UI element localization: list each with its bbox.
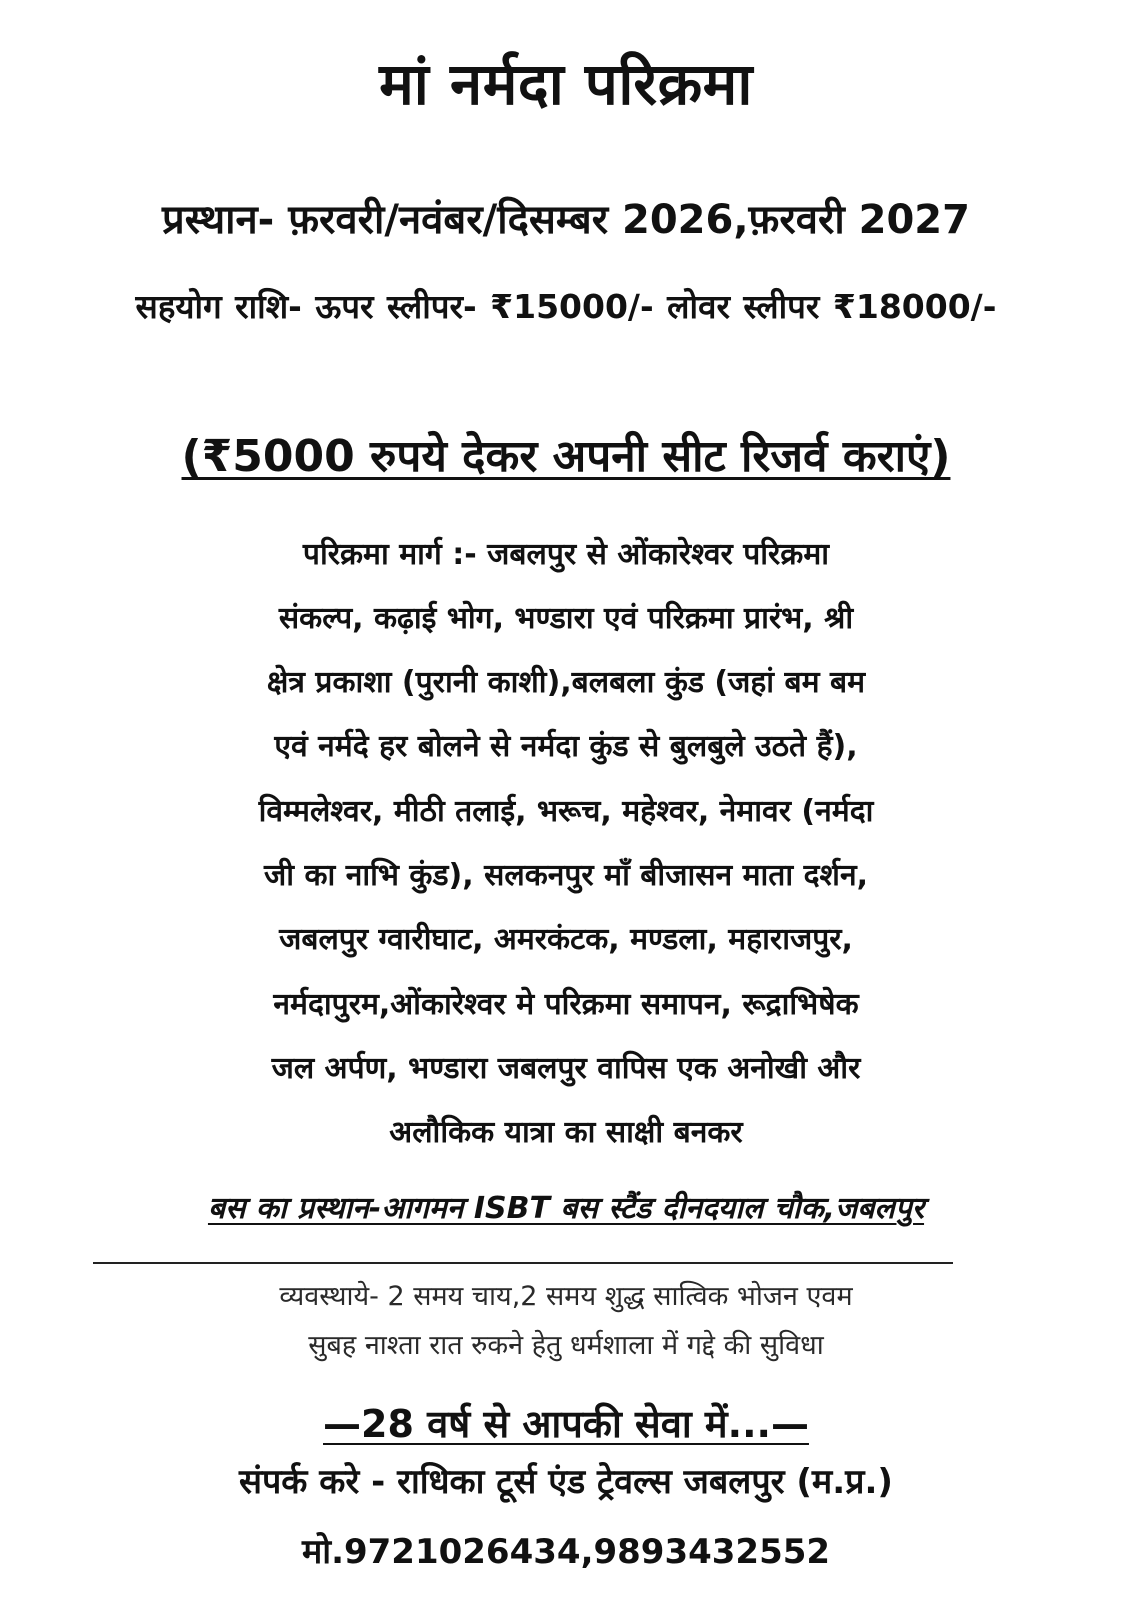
route-line: नर्मदापुरम,ओंकारेश्वर मे परिक्रमा समापन, रूद्राभिषेक [273, 987, 859, 1022]
route-line: जी का नाभि कुंड), सलकनपुर माँ बीजासन माता दर्शन, [263, 858, 869, 893]
phone-numbers: मो.9721026434,9893432552 [301, 1532, 831, 1572]
contact-info: संपर्क करे - राधिका टूर्स एंड ट्रेवल्स जबलपुर (म.प्र.) [239, 1462, 893, 1502]
arrangements-line: व्यवस्थाये- 2 समय चाय,2 समय शुद्ध सात्विक भोजन एवम [279, 1281, 853, 1312]
departure-dates: प्रस्थान- फ़रवरी/नवंबर/दिसम्बर 2026,फ़रवरी 2027 [162, 197, 970, 243]
route-line: परिक्रमा मार्ग :- जबलपुर से ओंकारेश्वर परिक्रमा [302, 537, 830, 572]
fare-details: सहयोग राशि- ऊपर स्लीपर- ₹15000/- लोवर स्लीपर ₹18000/- [135, 287, 997, 326]
route-line: संकल्प, कढ़ाई भोग, भण्डारा एवं परिक्रमा प्रारंभ, श्री [278, 601, 854, 636]
service-years: —28 वर्ष से आपकी सेवा में...— [323, 1402, 809, 1446]
arrangements-line: सुबह नाश्ता रात रुकने हेतु धर्मशाला में गद्दे की सुविधा [308, 1330, 824, 1361]
page-title: मां नर्मदा परिक्रमा [379, 50, 753, 118]
route-line: जबलपुर ग्वारीघाट, अमरकंटक, मण्डला, महाराजपुर, [279, 922, 853, 957]
route-line: एवं नर्मदे हर बोलने से नर्मदा कुंड से बुलबुले उठते हैं), [274, 729, 858, 764]
bus-departure-info: बस का प्रस्थान-आगमन ISBT बस स्टैंड दीनदयाल चौक,जबलपुर [207, 1191, 925, 1226]
route-line: विम्मलेश्वर, मीठी तलाई, भरूच, महेश्वर, नेमावर (नर्मदा [258, 794, 874, 829]
route-line: क्षेत्र प्रकाशा (पुरानी काशी),बलबला कुंड (जहां बम बम [266, 665, 866, 700]
route-line: अलौकिक यात्रा का साक्षी बनकर [389, 1115, 743, 1150]
reservation-note: (₹5000 रुपये देकर अपनी सीट रिजर्व कराएं) [181, 431, 951, 482]
route-line: जल अर्पण, भण्डारा जबलपुर वापिस एक अनोखी और [271, 1051, 861, 1086]
divider [93, 1262, 953, 1264]
